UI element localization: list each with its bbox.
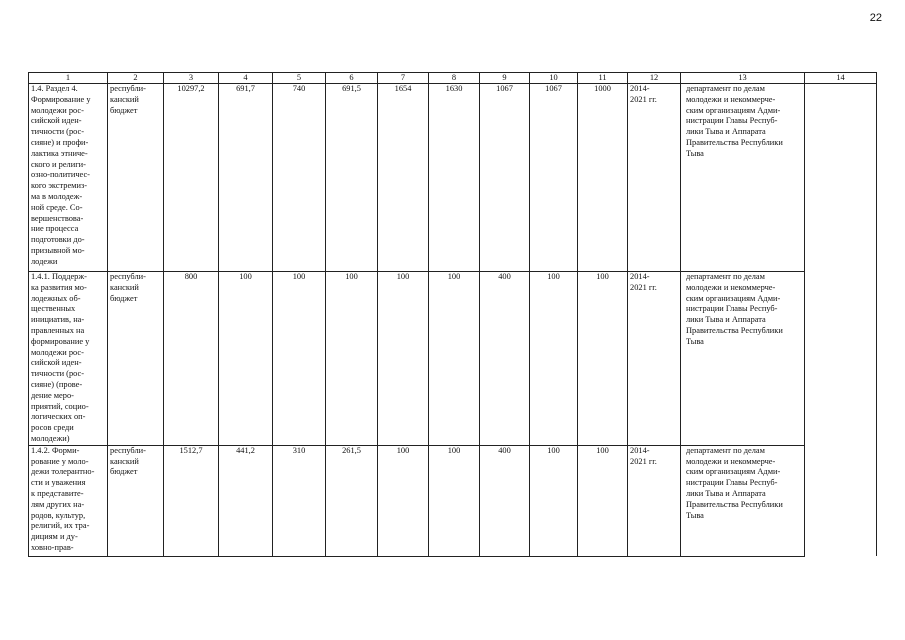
value-cell: 100	[429, 272, 480, 446]
value-cell: 1630	[429, 84, 480, 272]
value-cell: 400	[480, 272, 530, 446]
value-cell: 10297,2	[164, 84, 219, 272]
value-cell: 1067	[480, 84, 530, 272]
period-cell: 2014- 2021 гг.	[628, 84, 681, 272]
result-cell	[805, 445, 877, 556]
value-cell: 100	[578, 272, 628, 446]
value-cell: 691,7	[219, 84, 273, 272]
funding-source-cell: республи- канский бюджет	[108, 84, 164, 272]
value-cell: 1000	[578, 84, 628, 272]
executor-cell: департамент по делам молодежи и некоммерче- ским организациям Адми- нистрации Главы Респуб- лики Тыва и Аппарата Правительства Республики Тыва	[681, 445, 805, 556]
value-cell: 100	[578, 445, 628, 556]
value-cell: 800	[164, 272, 219, 446]
column-header: 6	[326, 73, 378, 84]
column-header: 8	[429, 73, 480, 84]
column-header: 14	[805, 73, 877, 84]
activity-name-cell: 1.4. Раздел 4. Формирование у молодежи рос- сийской иден- тичности (рос- сияне) и профи- лактика этниче- ского и религи- озно-политичес- кого экстремиз- ма в молодеж- ной среде. Со- вершенствова- ние процесса подготовки до- призывной мо- лодежи	[29, 84, 108, 272]
result-cell	[805, 272, 877, 446]
column-header: 3	[164, 73, 219, 84]
activity-name-cell: 1.4.1. Поддерж- ка развития мо- лодежных об- щественных инициатив, на- правленных на формирование у молодежи рос- сийской иден- тичности (рос- сияне) (прове- дение меро- приятий, социо- логических оп- росов среди молодежи)	[29, 272, 108, 446]
value-cell: 400	[480, 445, 530, 556]
column-header: 13	[681, 73, 805, 84]
value-cell: 100	[530, 445, 578, 556]
column-header: 9	[480, 73, 530, 84]
table-row	[29, 84, 877, 272]
value-cell: 100	[378, 445, 429, 556]
value-cell: 691,5	[326, 84, 378, 272]
value-cell: 261,5	[326, 445, 378, 556]
period-cell: 2014- 2021 гг.	[628, 272, 681, 446]
value-cell: 100	[219, 272, 273, 446]
value-cell: 100	[326, 272, 378, 446]
page-number: 22	[869, 12, 882, 24]
column-header: 7	[378, 73, 429, 84]
funding-source-cell: республи- канский бюджет	[108, 272, 164, 446]
value-cell: 100	[273, 272, 326, 446]
table-header-row	[29, 73, 877, 84]
column-header: 11	[578, 73, 628, 84]
value-cell: 1654	[378, 84, 429, 272]
table-row	[29, 445, 877, 556]
column-header: 2	[108, 73, 164, 84]
column-header: 12	[628, 73, 681, 84]
value-cell: 1067	[530, 84, 578, 272]
value-cell: 1512,7	[164, 445, 219, 556]
program-table	[28, 72, 877, 557]
executor-cell: департамент по делам молодежи и некоммерче- ским организациям Адми- нистрации Главы Респуб- лики Тыва и Аппарата Правительства Республики Тыва	[681, 272, 805, 446]
table-row	[29, 272, 877, 446]
result-cell	[805, 84, 877, 272]
value-cell: 100	[378, 272, 429, 446]
value-cell: 310	[273, 445, 326, 556]
column-header: 1	[29, 73, 108, 84]
executor-cell: департамент по делам молодежи и некоммерче- ским организациям Адми- нистрации Главы Респуб- лики Тыва и Аппарата Правительства Республики Тыва	[681, 84, 805, 272]
value-cell: 441,2	[219, 445, 273, 556]
value-cell: 100	[530, 272, 578, 446]
value-cell: 100	[429, 445, 480, 556]
column-header: 4	[219, 73, 273, 84]
funding-source-cell: республи- канский бюджет	[108, 445, 164, 556]
activity-name-cell: 1.4.2. Форми- рование у моло- дежи толерантно- сти и уважения к представите- лям других на- родов, культур, религий, их тра- дициям и ду- ховно-прав-	[29, 445, 108, 556]
period-cell: 2014- 2021 гг.	[628, 445, 681, 556]
value-cell: 740	[273, 84, 326, 272]
column-header: 5	[273, 73, 326, 84]
column-header: 10	[530, 73, 578, 84]
